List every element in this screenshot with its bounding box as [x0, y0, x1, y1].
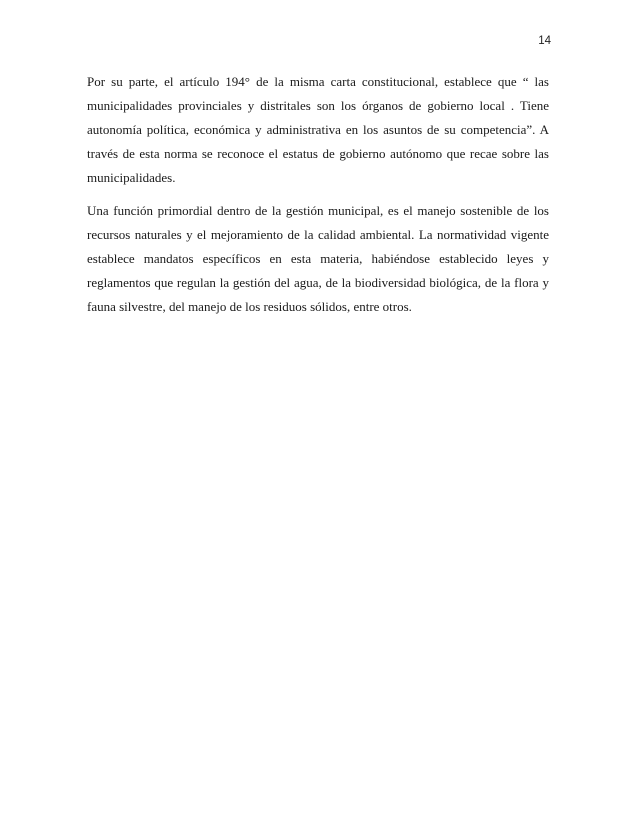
paragraph-municipal-autonomy: Por su parte, el artículo 194° de la misma carta constitucional, establece que “ las municipalidades provinciales y distritales son los órganos de gobierno local . Tiene autonomía política, económica y administrativa en los asuntos de su competencia”. A través de esta norma se reconoce el estatus de gobierno autónomo que recae sobre las municipalidades.	[87, 74, 549, 185]
page-number: 14	[538, 35, 551, 47]
document-body	[87, 70, 549, 328]
paragraph-environmental-management: Una función primordial dentro de la gestión municipal, es el manejo sostenible de los recursos naturales y el mejoramiento de la calidad ambiental. La normatividad vigente establece mandatos específicos en esta materia, habiéndose establecido leyes y reglamentos que regulan la gestión del agua, de la biodiversidad biológica, de la flora y fauna silvestre, del manejo de los residuos sólidos, entre otros.	[87, 203, 549, 314]
